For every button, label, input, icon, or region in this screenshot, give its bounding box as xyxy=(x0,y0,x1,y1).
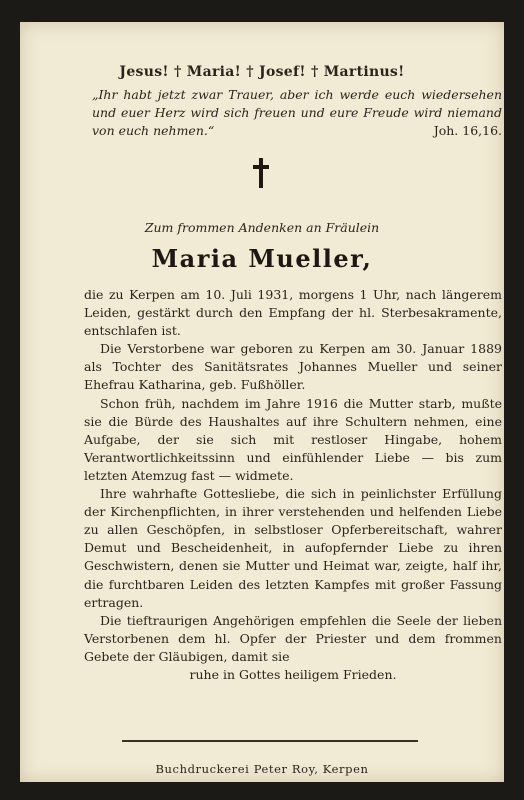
memorial-card xyxy=(20,22,504,782)
divider-line xyxy=(122,740,418,742)
scripture-quote xyxy=(92,86,502,140)
quote-text: „Ihr habt jetzt zwar Trauer, aber ich werde euch wiedersehen und euer Herz wird sich freuen und eure Freude wird niemand von euch nehmen.“ xyxy=(92,87,502,138)
obituary-text xyxy=(84,286,502,684)
printer-imprint: Buchdruckerei Peter Roy, Kerpen xyxy=(155,762,369,776)
paragraph-death: die zu Kerpen am 10. Juli 1931, morgens 1 Uhr, nach längerem Leiden, gestärkt durch den Empfang der hl. Sterbesakramente, entschlafen ist. xyxy=(84,287,502,339)
latin-cross-icon xyxy=(250,156,272,190)
paragraph-prayer: Die tieftraurigen Angehörigen empfehlen die Seele der lieben Verstorbenen dem hl. Opfer der Priester und dem frommen Gebete der Gläubigen, damit sie xyxy=(84,612,502,664)
deceased-name: Maria Mueller, xyxy=(151,244,373,273)
closing-line: ruhe in Gottes heiligem Frieden. xyxy=(189,666,397,682)
invocation-line: Jesus! † Maria! † Josef! † Martinus! xyxy=(119,64,405,80)
memorial-intro: Zum frommen Andenken an Fräulein xyxy=(144,220,380,235)
paragraph-birth: Die Verstorbene war geboren zu Kerpen am 30. Januar 1889 als Tochter des Sanitätsrates Johannes Mueller und seiner Ehefrau Katharina, geb. Fußhöller. xyxy=(84,341,502,393)
paragraph-faith: Ihre wahrhafte Gottesliebe, die sich in peinlichster Erfüllung der Kirchenpflichten, in ihrer verstehenden und helfenden Liebe zu allen Geschöpfen, in selbstloser Opferbereitschaft, wahrer Demut und Bescheidenheit, in aufopfernder Liebe zu ihren Geschwistern, denen sie Mutter und Heimat war, zeigte, half ihr, die furchtbaren Leiden des letzten Kampfes mit großer Fassung ertragen. xyxy=(84,486,502,610)
quote-reference: Joh. 16,16. xyxy=(433,123,502,138)
paragraph-household: Schon früh, nachdem im Jahre 1916 die Mutter starb, mußte sie die Bürde des Haushaltes auf ihre Schultern nehmen, eine Aufgabe, der sie sich mit restloser Hingabe, hohem Verantwortlichkeitssinn und einfühlender Liebe — bis zum letzten Atemzug fast — widmete. xyxy=(84,395,502,483)
